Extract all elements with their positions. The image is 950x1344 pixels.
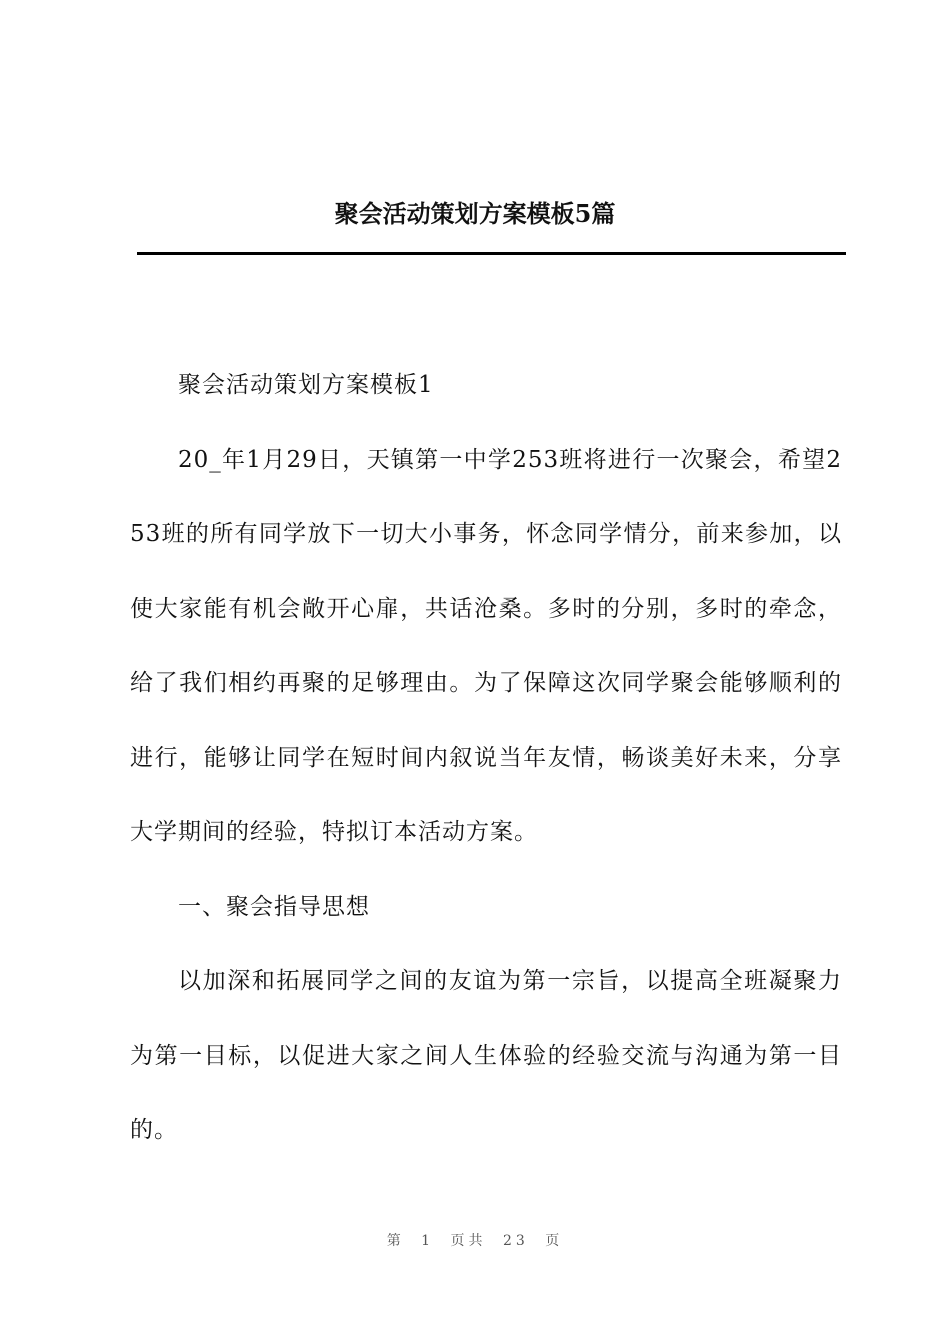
title-underline: [137, 252, 846, 255]
section-heading: 聚会活动策划方案模板1: [178, 372, 434, 398]
body-paragraph: 20_年1月29日，天镇第一中学253班将进行一次聚会，希望253班的所有同学放下一切大小事务，怀念同学情分，前来参加，以使大家能有机会敞开心扉，共话沧桑。多时的分别，多时的牵念，给了我们相约再聚的足够理由。为了保障这次同学聚会能够顺利的进行，能够让同学在短时间内叙说当年友情，畅谈美好未来，分享大学期间的经验，特拟订本活动方案。: [130, 446, 842, 845]
document-title: 聚会活动策划方案模板5篇: [334, 199, 616, 228]
body-paragraph: 以加深和拓展同学之间的友谊为第一宗旨，以提高全班凝聚力为第一目标，以促进大家之间人生体验的经验交流与沟通为第一目的。: [130, 968, 842, 1143]
document-body: [130, 348, 842, 1168]
page-footer: 第 1 页共 23 页: [386, 1233, 564, 1249]
section-heading: 一、聚会指导思想: [178, 893, 370, 920]
